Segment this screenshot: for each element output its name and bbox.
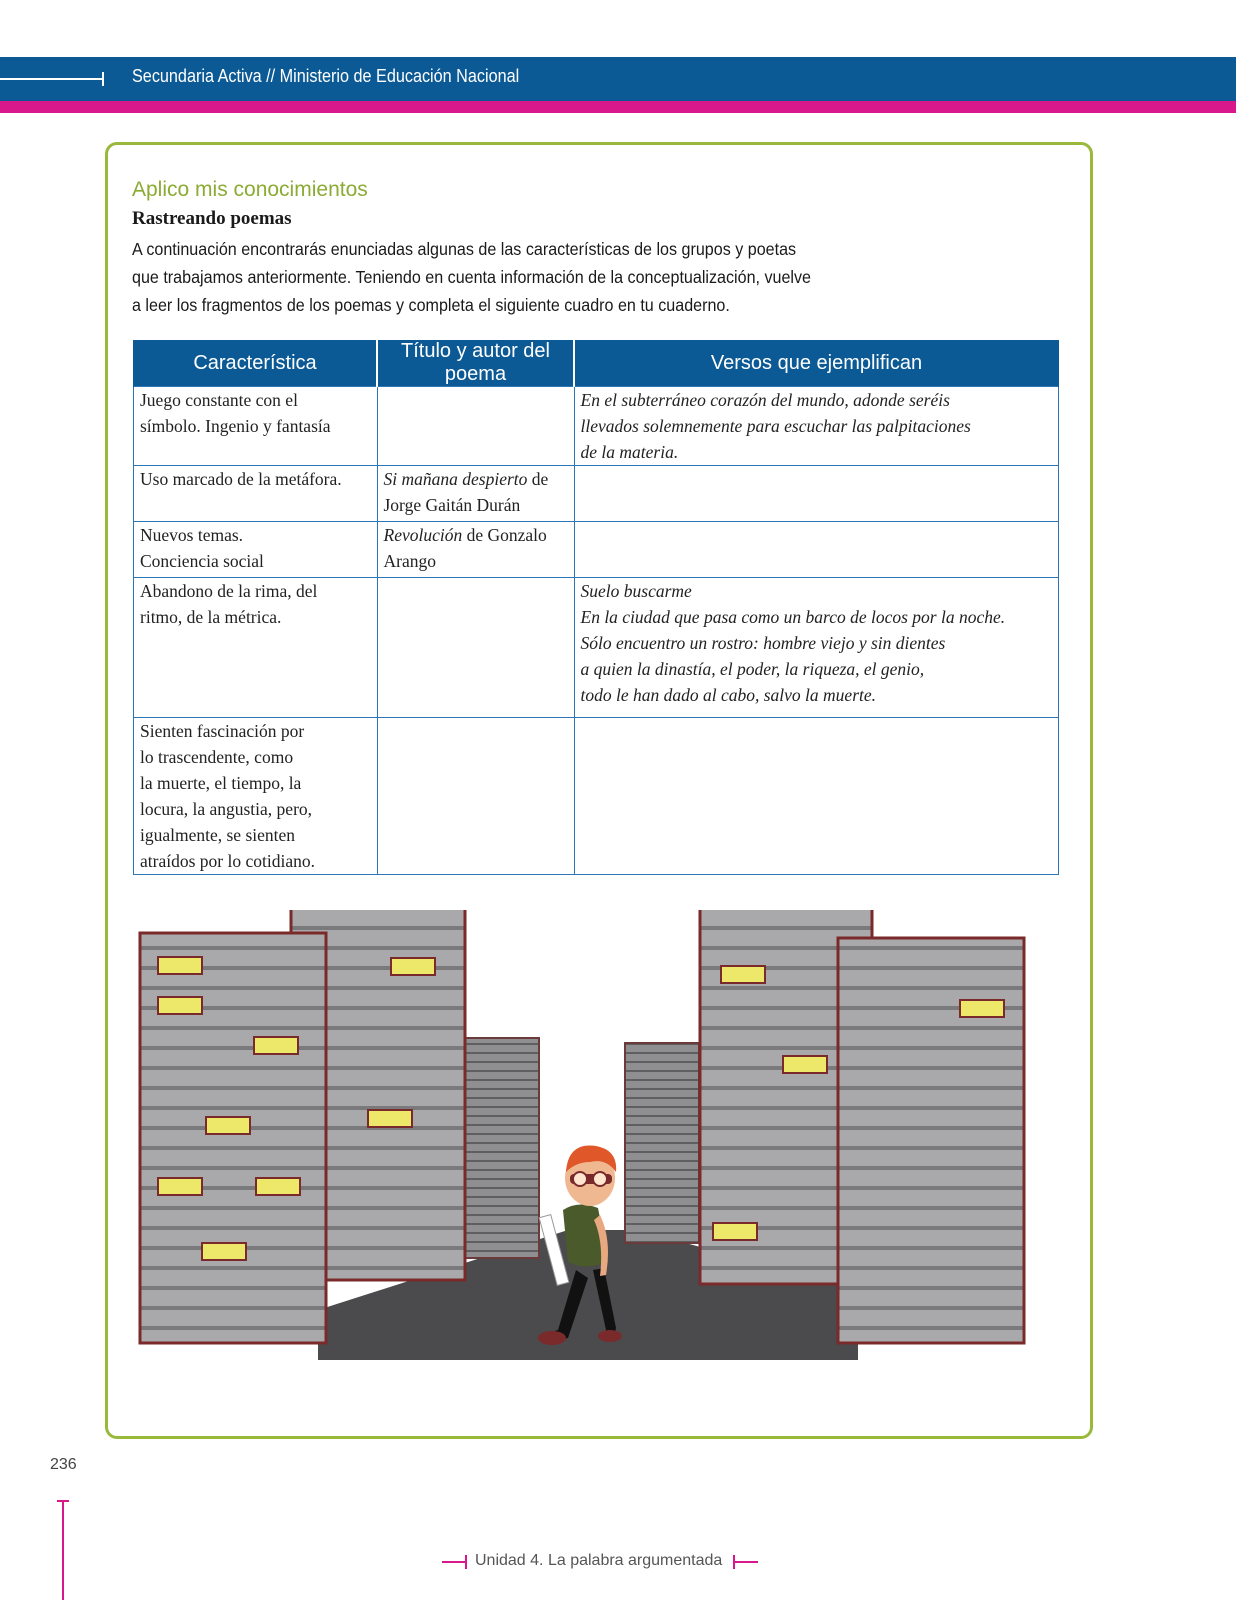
cell-line: Nuevos temas. — [140, 525, 244, 545]
table-row — [134, 466, 1059, 522]
cell-line: Uso marcado de la metáfora. — [140, 469, 342, 489]
title-author-cell — [377, 522, 574, 578]
left-margin-tick — [57, 1500, 69, 1502]
title-author-cell — [377, 466, 574, 522]
table-row — [134, 578, 1059, 718]
cell-line: ritmo, de la métrica. — [140, 607, 282, 627]
header-text: Secundaria Activa // Ministerio de Educación Nacional — [132, 66, 520, 86]
header-title-author: Título y autor del poema — [377, 340, 574, 387]
cell-line: igualmente, se sienten — [140, 825, 296, 845]
building-left-front — [140, 933, 326, 1343]
intro-paragraph — [132, 235, 831, 319]
cell-line: atraídos por lo cotidiano. — [140, 851, 315, 871]
footer-rule-left — [442, 1561, 466, 1563]
page-number: 236 — [50, 1456, 77, 1473]
footer-unit — [475, 1552, 722, 1570]
cell-line: Conciencia social — [140, 551, 264, 571]
poem-author-prefix: de Gonzalo — [462, 525, 547, 545]
header-rule-tick — [102, 72, 104, 86]
poem-author: Arango — [383, 551, 436, 571]
title-author-cell — [377, 387, 574, 466]
intro-line: a leer los fragmentos de los poemas y completa el siguiente cuadro en tu cuaderno. — [132, 295, 730, 315]
header-verses: Versos que ejemplifican — [574, 340, 1059, 387]
characteristic-cell — [134, 387, 378, 466]
poem-title: Si mañana despierto — [383, 469, 528, 489]
footer-rule-right — [734, 1561, 758, 1563]
poem-author: Jorge Gaitán Durán — [383, 495, 521, 515]
verse-line: En el subterráneo corazón del mundo, adonde seréis — [580, 390, 950, 410]
header-accent-bar — [0, 101, 1236, 113]
header-rule — [0, 78, 104, 80]
verses-cell — [574, 387, 1059, 466]
cell-line: Juego constante con el — [140, 390, 298, 410]
building-right-front — [838, 938, 1024, 1343]
verse-line: Suelo buscarme — [580, 581, 692, 601]
cell-line — [384, 466, 568, 492]
verse-line: a quien la dinastía, el poder, la riqueza, el genio, — [580, 659, 925, 679]
footer-unit-title: La palabra argumentada — [543, 1552, 723, 1569]
poem-title: Revolución — [383, 525, 463, 545]
cell-line: lo trascendente, como — [140, 747, 294, 767]
verses-cell — [574, 578, 1059, 718]
verses-cell — [574, 466, 1059, 522]
verses-cell — [574, 522, 1059, 578]
characteristic-cell — [134, 466, 378, 522]
intro-line: A continuación encontrarás enunciadas algunas de las características de los grupos y poetas — [132, 239, 797, 259]
table-row — [134, 522, 1059, 578]
verse-line: llevados solemnemente para escuchar las palpitaciones — [580, 416, 971, 436]
cell-line — [384, 522, 568, 548]
cell-line: Abandono de la rima, del — [140, 581, 318, 601]
title-author-cell — [377, 578, 574, 718]
title-author-cell — [377, 718, 574, 875]
verse-line: Sólo encuentro un rostro: hombre viejo y sin dientes — [580, 633, 946, 653]
verse-line: todo le han dado al cabo, salvo la muerte. — [580, 685, 877, 705]
building-back-right — [625, 1043, 699, 1243]
cell-line: Sienten fascinación por — [140, 721, 305, 741]
verse-line: En la ciudad que pasa como un barco de locos por la noche. — [580, 607, 1006, 627]
cell-line: símbolo. Ingenio y fantasía — [140, 416, 331, 436]
verse-line: de la materia. — [580, 442, 679, 462]
city-illustration — [138, 910, 1058, 1370]
left-margin-rule — [62, 1500, 64, 1600]
section-subtitle: Rastreando poemas — [132, 208, 292, 229]
footer-unit-number: Unidad 4. — [475, 1552, 544, 1569]
characteristic-cell — [134, 718, 378, 875]
header-characteristic: Característica — [134, 340, 378, 387]
table-row — [134, 387, 1059, 466]
characteristic-cell — [134, 522, 378, 578]
building-back-left — [465, 1038, 539, 1258]
verses-cell — [574, 718, 1059, 875]
characteristic-cell — [134, 578, 378, 718]
table-row — [134, 718, 1059, 875]
characteristics-table — [133, 340, 1059, 875]
footer-tick-left — [465, 1555, 467, 1569]
intro-line: que trabajamos anteriormente. Teniendo en cuenta información de la conceptualización, vuelve — [132, 267, 812, 287]
section-title: Aplico mis conocimientos — [132, 178, 368, 201]
cell-line: la muerte, el tiempo, la — [140, 773, 302, 793]
cell-line: locura, la angustia, pero, — [140, 799, 313, 819]
poem-author-prefix: de — [527, 469, 549, 489]
